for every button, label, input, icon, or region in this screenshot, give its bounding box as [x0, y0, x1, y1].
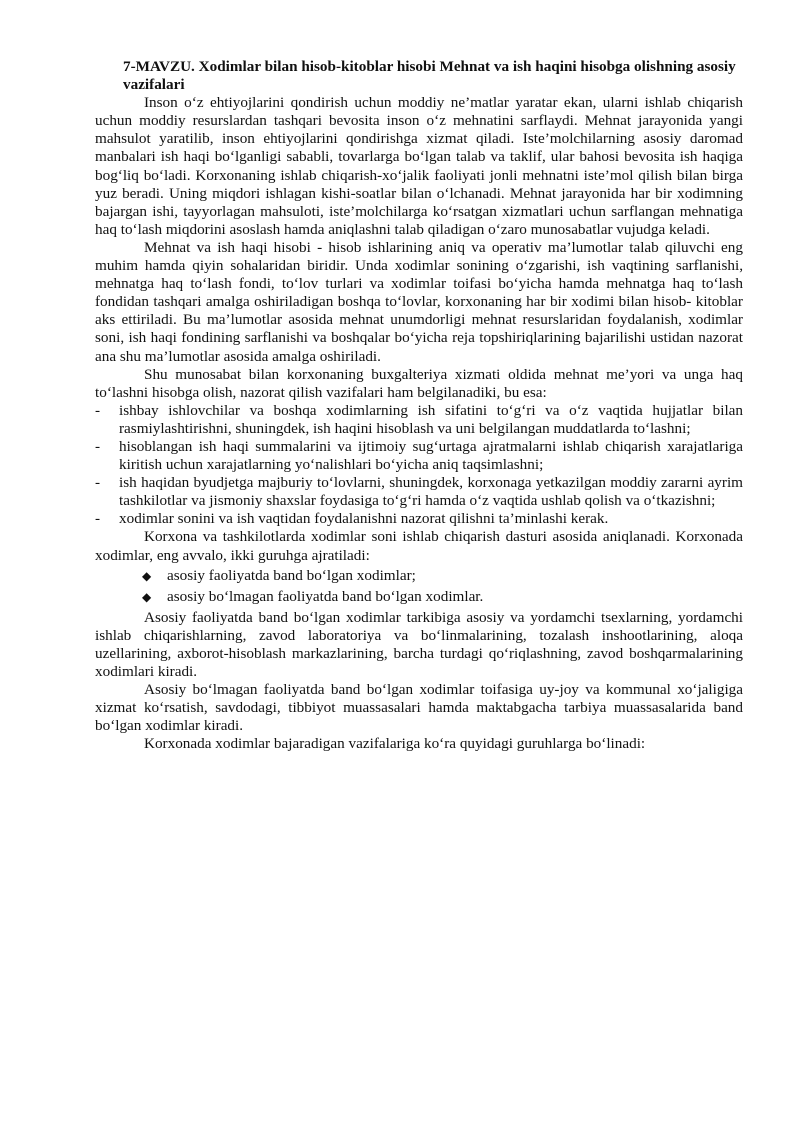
document-title: 7-MAVZU. Xodimlar bilan hisob-kitoblar hisobi Mehnat va ish haqini hisobga olishning asosiy vazifalari [123, 58, 736, 94]
document-page [95, 58, 743, 754]
list-item [95, 402, 743, 438]
dash-bullet: - [95, 437, 101, 455]
dash-bullet: - [95, 474, 101, 492]
list-item-text: hisoblangan ish haqi summalarini va ijtimoiy sug‘urtaga ajratmalarni ishlab chiqarish xarajatlariga kiritish uchun xarajatlarning yo‘nalishlari bo‘yicha aniq taqsimlashni; [119, 437, 743, 474]
list-item-text: asosiy bo‘lmagan faoliyatda band bo‘lgan xodimlar. [167, 587, 484, 605]
list-item-text: ish haqidan byudjetga majburiy to‘lovlarni, shuningdek, korxonaga yetkazilgan moddiy zararni ayrim tashkilotlar va jismoniy shaxslar foydasiga to‘g‘ri hamda o‘z vaqtida ushlab qolish va o‘tkazishni; [119, 474, 743, 510]
paragraph-3: Shu munosabat bilan korxonaning buxgalteriya xizmati oldida mehnat me’yori va unga haq to‘lashni hisobga olish, nazorat qilish vazifalari ham belgilanadiki, bu esa: [95, 365, 743, 401]
list-item [95, 567, 743, 585]
paragraph-6: Asosiy bo‘lmagan faoliyatda band bo‘lgan xodimlar toifasiga uy-joy va kommunal xo‘jaligiga xizmat ko‘rsatish, savdodagi, tibbiyot muassasalari hamda maktabgacha tarbiya muassasalarida band bo‘lgan xodimlar kiradi. [95, 681, 743, 735]
list-item [95, 438, 743, 474]
list-item [95, 474, 743, 510]
paragraph-2: Mehnat va ish haqi hisobi - hisob ishlarining aniq va operativ ma’lumotlar talab qiluvchi eng muhim hamda qiyin sohalaridan biridir. Unda xodimlar sonining o‘zgarishi, ish vaqtining sarflanishi, mehnatga haq to‘lash fondi, to‘lov turlari va xodimlar toifasi bo‘yicha hamda mehnatga haq to‘lash fondidan tashqari amalga oshiriladigan boshqa to‘lovlar, korxonaning har bir xodimi bilan hisob- kitoblar aks ettiriladi. Bu ma’lumotlar asosida mehnat unumdorligi mehnat resurslaridan foydalanish, xodimlar soni, ish haqi fondining sarflanishi va boshqalar bo‘yicha reja topshiriqlarining bajarilishi ustidan nazorat ana shu ma’lumotlar asosida amalga oshiriladi. [95, 238, 743, 365]
list-item-text: ishbay ishlovchilar va boshqa xodimlarning ish sifatini to‘g‘ri va o‘z vaqtida hujjatlar bilan rasmiylashtirishni, shuningdek, ish haqini hisoblash va uni belgilangan muddatlarda to‘lashni; [119, 401, 743, 437]
dash-bullet: - [95, 510, 101, 528]
list-item-text: xodimlar sonini va ish vaqtidan foydalanishni nazorat qilishni ta’minlashi kerak. [119, 510, 609, 528]
dash-bullet: - [95, 401, 101, 419]
employee-groups-list [95, 567, 743, 606]
paragraph-5: Asosiy faoliyatda band bo‘lgan xodimlar tarkibiga asosiy va yordamchi tsexlarning, yordamchi ishlab chiqarishlarning, zavod laboratoriya va bo‘linmalarining, tozalash inshootlarining, aloqa uzellarining, axborot-hisoblash markazlarining, barcha turdagi qo‘riqlashning, zavod boshqarmalarining xodimlari kiradi. [95, 608, 743, 681]
diamond-bullet-icon: ◆ [142, 589, 152, 604]
paragraph-4: Korxona va tashkilotlarda xodimlar soni ishlab chiqarish dasturi asosida aniqlanadi. Korxonada xodimlar, eng avvalo, ikki guruhga ajratiladi: [95, 528, 743, 564]
list-item-text: asosiy faoliyatda band bo‘lgan xodimlar; [167, 566, 416, 584]
paragraph-7: Korxonada xodimlar bajaradigan vazifalariga ko‘ra quyidagi guruhlarga bo‘linadi: [144, 735, 646, 753]
paragraph-1: Inson o‘z ehtiyojlarini qondirish uchun moddiy ne’matlar yaratar ekan, ularni ishlab chiqarish uchun moddiy resurslardan tashqari bevosita inson o‘z mehnatini sarflaydi. Mehnat jarayonida yangi mahsulot yaratilib, inson ehtiyojlarini qondirishga xizmat qiladi. Iste’molchilarning asosiy daromad manbalari ish haqi bo‘lganligi sababli, tovarlarga bo‘lgan talab va taklif, ular bahosi bevosita ish haqiga bog‘liq bo‘ladi. Korxonaning ishlab chiqarish-xo‘jalik faoliyati jonli mehnatni iste’mol qilish bilan birga yuz beradi. Uning miqdori ishlagan kishi-soatlar bilan o‘lchanadi. Mehnat jarayonida har bir xodimning bajargan ishi, tayyorlagan mahsuloti, iste’molchilarga ko‘rsatgan xizmatlari uchun sarflangan mehnatiga haq to‘lash miqdorini asoslash hamda aniqlashni talab qiladigan o‘zaro munosabatlar vujudga keladi. [95, 94, 743, 238]
list-item [95, 510, 743, 528]
duties-list [95, 402, 743, 529]
list-item [95, 588, 743, 606]
diamond-bullet-icon: ◆ [142, 568, 152, 583]
